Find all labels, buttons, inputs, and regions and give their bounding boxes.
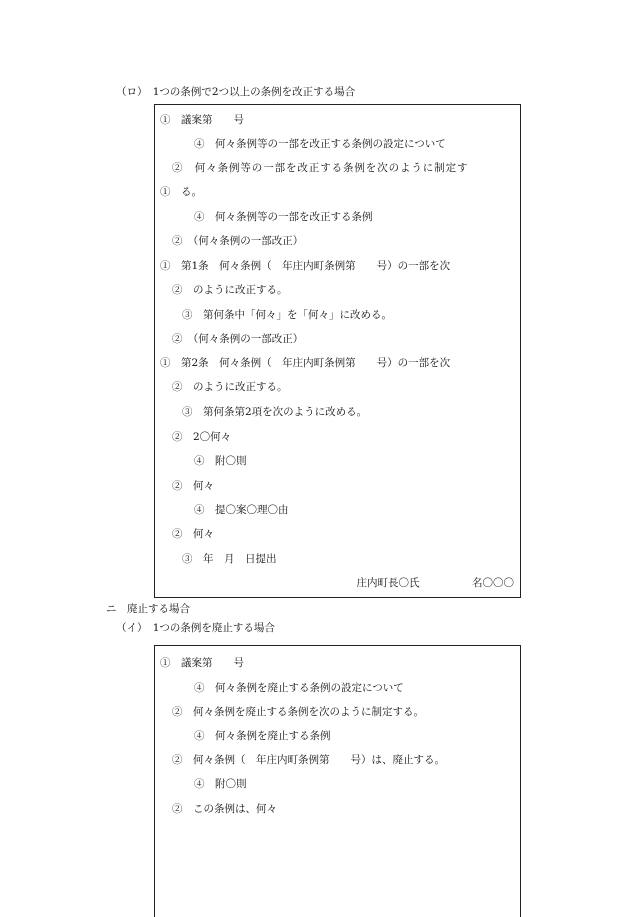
box1-line-9: ③ 第何条中「何々」を「何々」に改める。 — [182, 309, 392, 321]
box2-line-2: ④ 何々条例を廃止する条例の設定について — [194, 682, 404, 694]
box1-line-16: ② 何々 — [172, 480, 214, 492]
section-ni-heading: ニ 廃止する場合 — [106, 603, 190, 615]
box1-line-10: ② （何々条例の一部改正） — [172, 333, 304, 345]
section-ro-heading: （ロ） 1つの条例で2つ以上の条例を改正する場合 — [116, 86, 356, 98]
box1-line-2: ④ 何々条例等の一部を改正する条例の設定について — [194, 138, 446, 150]
box1-line-15: ④ 附〇則 — [194, 455, 247, 467]
box2-line-5: ② 何々条例（ 年庄内町条例第 号）は、廃止する。 — [172, 754, 445, 766]
box2-line-4: ④ 何々条例を廃止する条例 — [194, 730, 331, 742]
box1-line-12: ② のように改正する。 — [172, 381, 288, 393]
box2-line-1: ① 議案第 号 — [160, 657, 244, 669]
box1-line-4: ① る。 — [160, 186, 202, 198]
example-box-amend-multiple — [154, 104, 521, 598]
box1-line-1: ① 議案第 号 — [160, 114, 244, 126]
box1-line-6: ② （何々条例の一部改正） — [172, 235, 304, 247]
box1-line-5: ④ 何々条例等の一部を改正する条例 — [194, 211, 373, 223]
box1-line-19: ③ 年 月 日提出 — [182, 553, 277, 565]
box1-line-18: ② 何々 — [172, 528, 214, 540]
box1-line-17: ④ 提〇案〇理〇由 — [194, 504, 289, 516]
box1-line-14: ② 2〇何々 — [172, 431, 232, 443]
box1-line-11: ① 第2条 何々条例（ 年庄内町条例第 号）の一部を次 — [160, 357, 451, 369]
box2-line-7: ② この条例は、何々 — [172, 803, 277, 815]
box1-line-8: ② のように改正する。 — [172, 284, 288, 296]
box1-line-7: ① 第1条 何々条例（ 年庄内町条例第 号）の一部を次 — [160, 260, 451, 272]
section-i-heading: （イ） 1つの条例を廃止する場合 — [116, 622, 275, 634]
box1-line-3: ② 何々条例等の一部を改正する条例を次のように制定す — [172, 162, 469, 174]
box2-line-3: ② 何々条例を廃止する条例を次のように制定する。 — [172, 706, 424, 718]
box1-signature: 庄内町長〇氏 名〇〇〇 — [356, 577, 514, 589]
box2-line-6: ④ 附〇則 — [194, 778, 247, 790]
box1-line-13: ③ 第何条第2項を次のように改める。 — [182, 406, 368, 418]
